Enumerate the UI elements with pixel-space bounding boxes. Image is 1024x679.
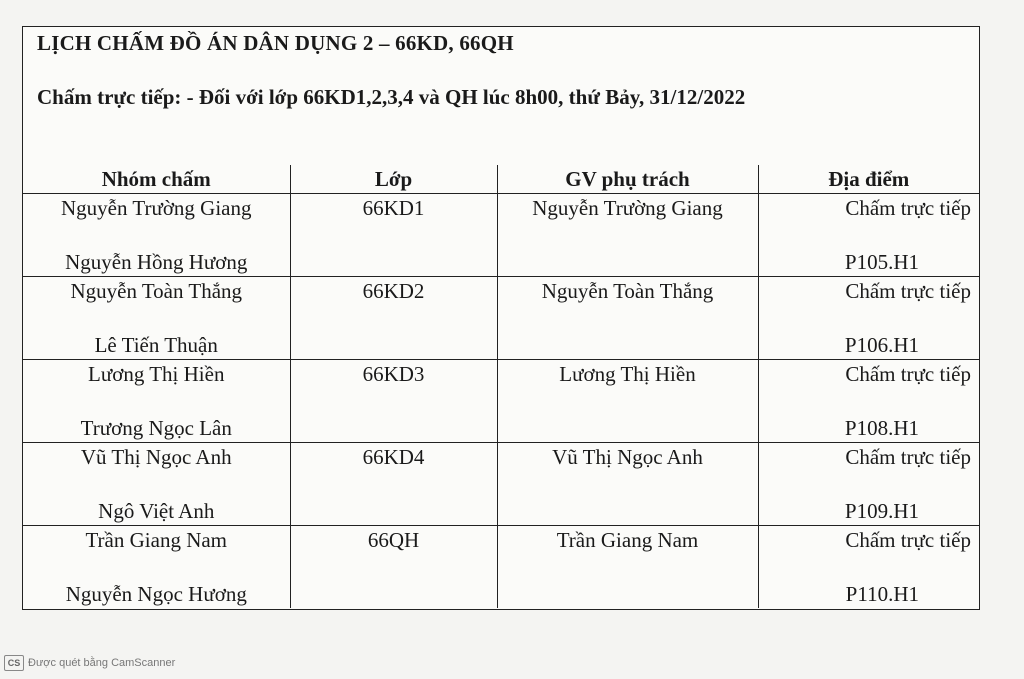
teacher-cell — [497, 443, 758, 526]
group-member: Trương Ngọc Lân — [80, 416, 232, 440]
class-cell — [290, 277, 497, 360]
scanner-watermark — [4, 655, 175, 671]
schedule-document — [22, 26, 980, 610]
location-cell — [758, 277, 979, 360]
teacher-cell — [497, 526, 758, 609]
teacher-name: Vũ Thị Ngọc Anh — [552, 445, 703, 469]
class-cell — [290, 194, 497, 277]
teacher-cell — [497, 277, 758, 360]
document-title: LỊCH CHẤM ĐỒ ÁN DÂN DỤNG 2 – 66KD, 66QH — [37, 31, 514, 55]
teacher-name: Trần Giang Nam — [556, 528, 699, 552]
document-subtitle: Chấm trực tiếp: - Đối với lớp 66KD1,2,3,4 và QH lúc 8h00, thứ Bảy, 31/12/2022 — [37, 85, 746, 109]
header-location: Địa điểm — [758, 165, 979, 194]
group-cell — [23, 194, 290, 277]
header-group: Nhóm chấm — [23, 165, 290, 194]
teacher-cell — [497, 194, 758, 277]
group-member: Nguyễn Hồng Hương — [65, 250, 248, 274]
teacher-name: Nguyễn Trường Giang — [532, 196, 723, 220]
group-cell — [23, 360, 290, 443]
class-cell — [290, 443, 497, 526]
schedule-table — [23, 165, 979, 608]
location-cell — [758, 360, 979, 443]
location-mode: Chấm trực tiếp — [845, 528, 971, 552]
group-member: Lê Tiến Thuận — [94, 333, 218, 357]
class-cell — [290, 526, 497, 609]
table-header-row — [23, 165, 979, 194]
class-code: 66KD1 — [362, 196, 425, 220]
location-room: P110.H1 — [845, 582, 919, 606]
class-cell — [290, 360, 497, 443]
group-member: Lương Thị Hiền — [88, 362, 225, 386]
location-room: P106.H1 — [844, 333, 919, 357]
table-row — [23, 443, 979, 526]
location-cell — [758, 526, 979, 609]
class-code: 66KD2 — [362, 279, 425, 303]
header-teacher: GV phụ trách — [497, 165, 758, 194]
group-member: Nguyễn Trường Giang — [61, 196, 252, 220]
camscanner-logo-icon: CS — [4, 655, 24, 671]
class-code: 66KD4 — [362, 445, 425, 469]
location-mode: Chấm trực tiếp — [845, 362, 971, 386]
group-member: Nguyễn Toàn Thắng — [70, 279, 243, 303]
group-member: Trần Giang Nam — [85, 528, 228, 552]
location-cell — [758, 443, 979, 526]
table-row — [23, 526, 979, 609]
location-mode: Chấm trực tiếp — [845, 196, 971, 220]
group-member: Vũ Thị Ngọc Anh — [80, 445, 232, 469]
location-room: P105.H1 — [844, 250, 919, 274]
location-mode: Chấm trực tiếp — [845, 279, 971, 303]
table-row — [23, 194, 979, 277]
group-cell — [23, 277, 290, 360]
scanner-watermark-text: Được quét bằng CamScanner — [28, 657, 176, 669]
location-room: P108.H1 — [844, 416, 919, 440]
group-member: Nguyễn Ngọc Hương — [65, 582, 247, 606]
group-cell — [23, 526, 290, 609]
teacher-name: Nguyễn Toàn Thắng — [541, 279, 714, 303]
location-cell — [758, 194, 979, 277]
teacher-name: Lương Thị Hiền — [559, 362, 696, 386]
teacher-cell — [497, 360, 758, 443]
location-mode: Chấm trực tiếp — [845, 445, 971, 469]
header-class: Lớp — [290, 165, 497, 194]
class-code: 66QH — [367, 528, 420, 552]
class-code: 66KD3 — [362, 362, 425, 386]
location-room: P109.H1 — [844, 499, 919, 523]
group-cell — [23, 443, 290, 526]
table-row — [23, 277, 979, 360]
table-row — [23, 360, 979, 443]
group-member: Ngô Việt Anh — [98, 499, 215, 523]
